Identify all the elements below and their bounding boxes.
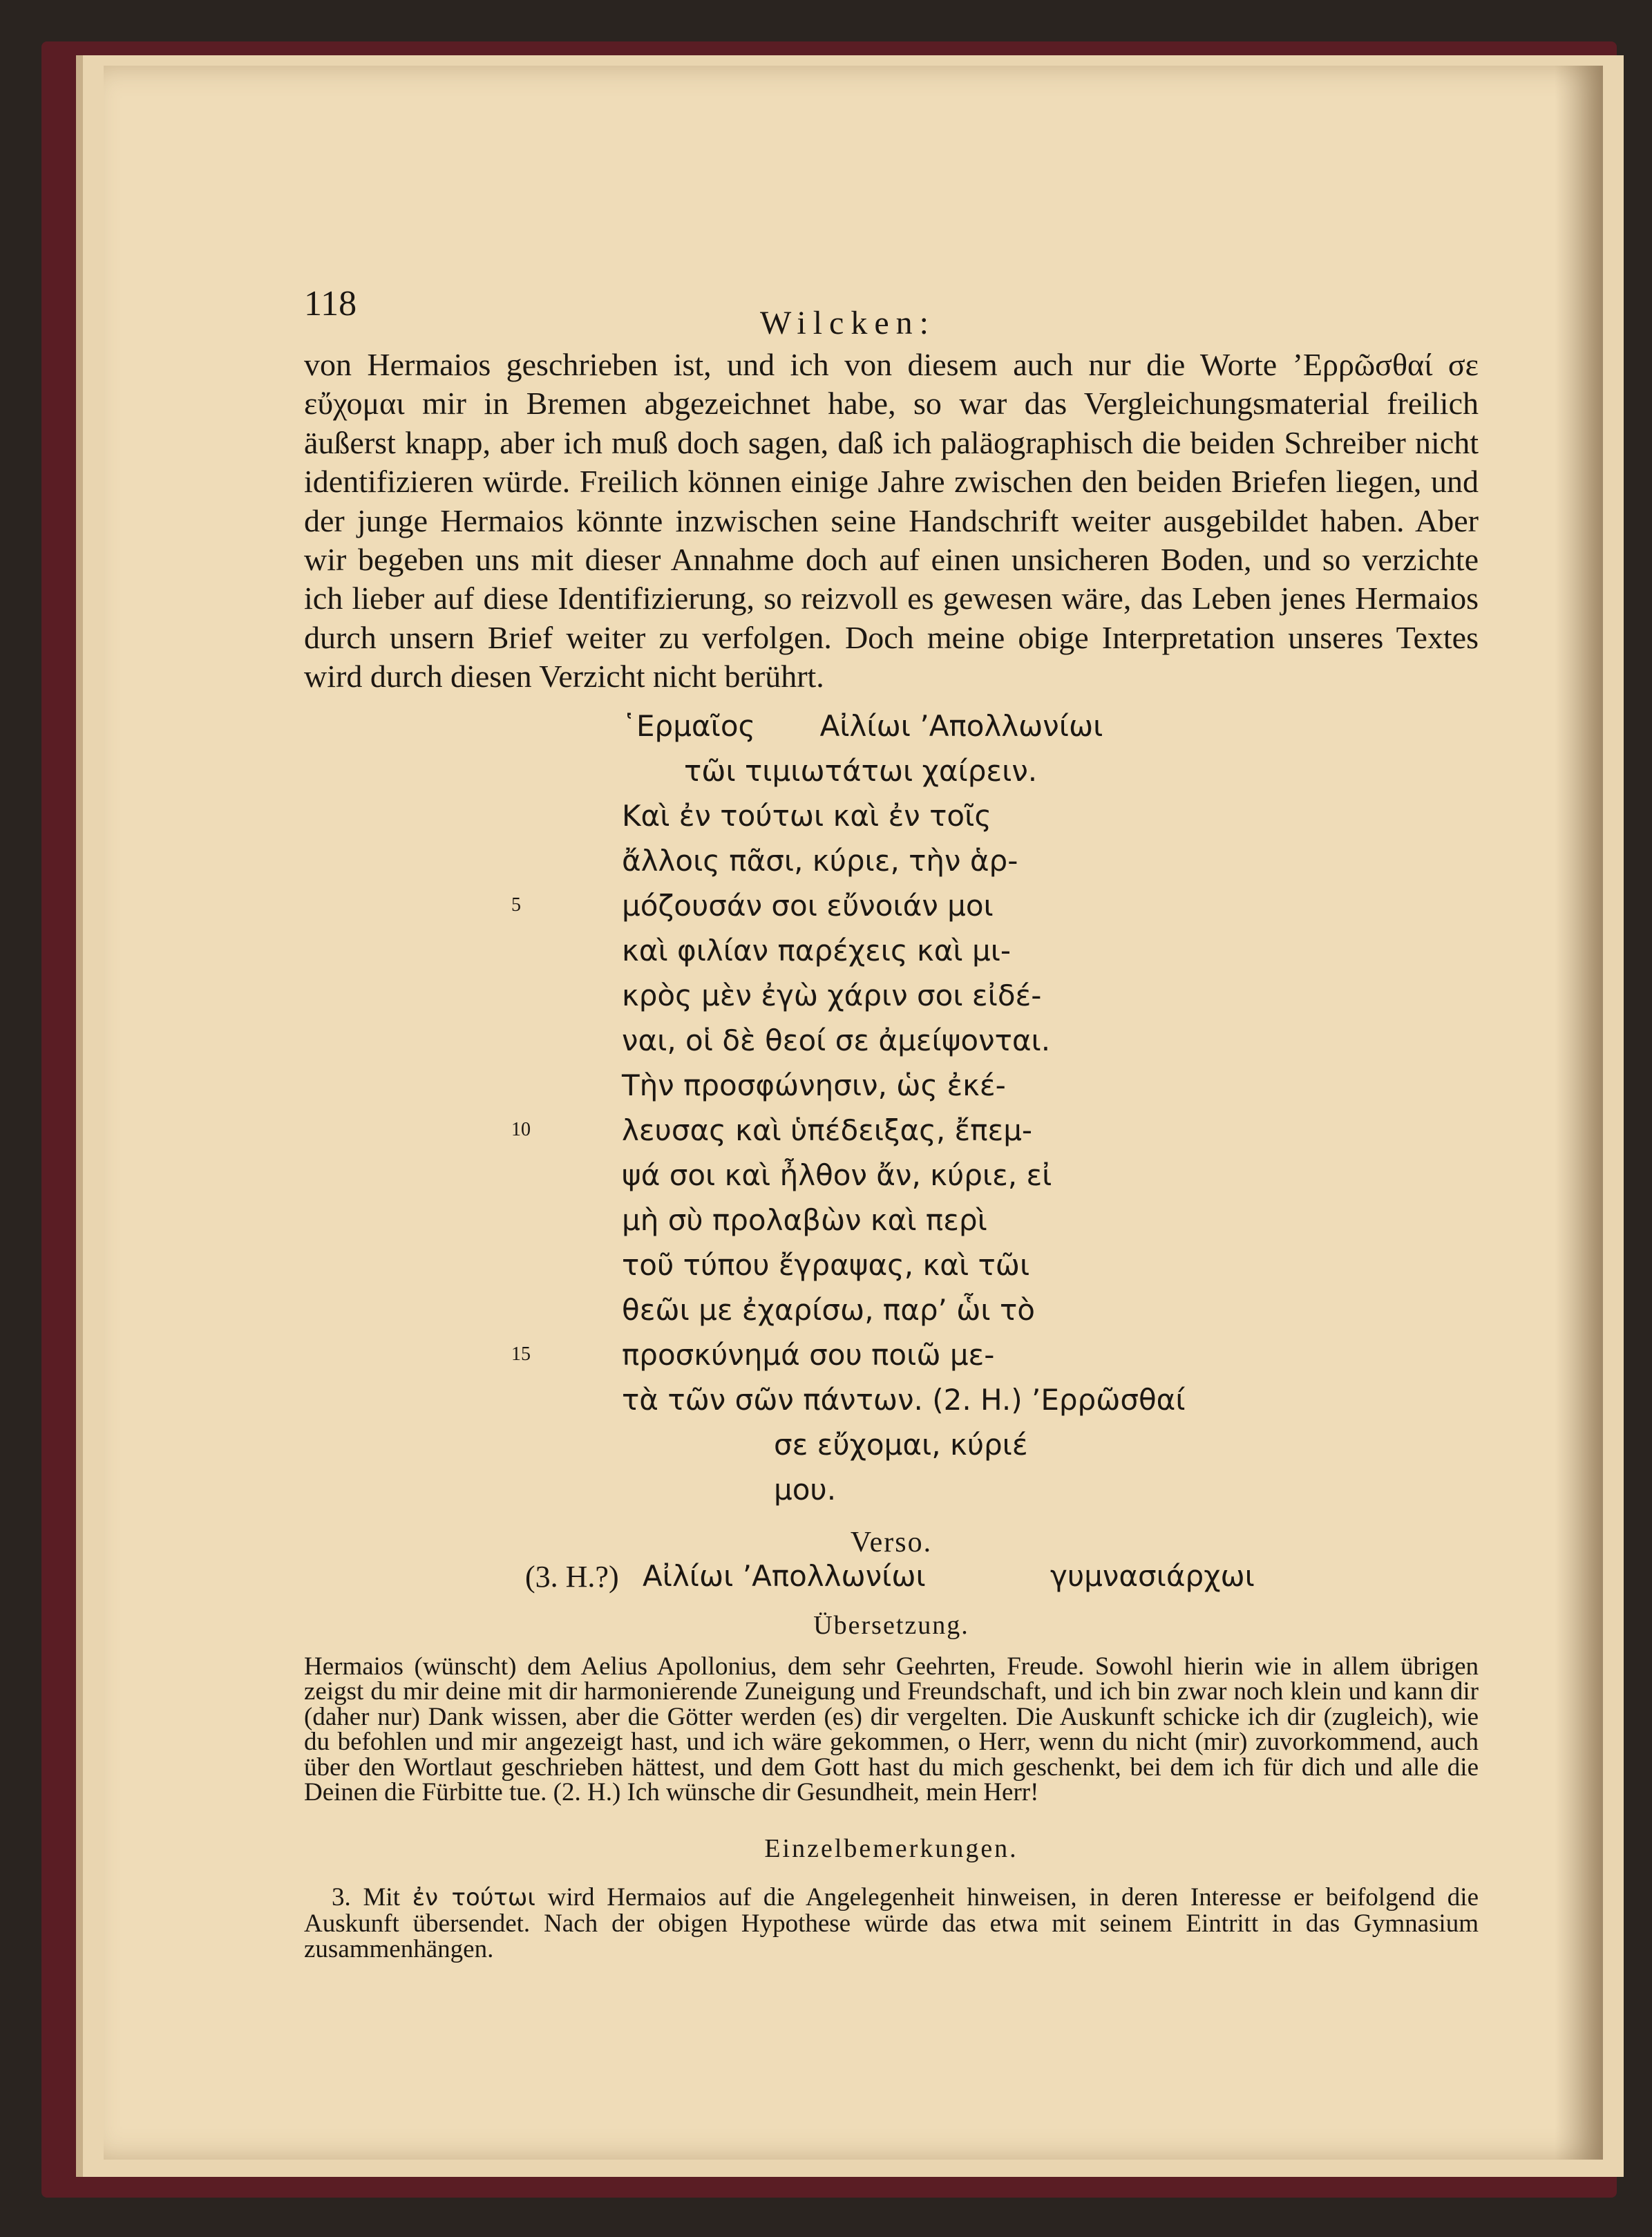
- notes-lead: 3. Mit: [332, 1882, 412, 1912]
- greek-line: [304, 1113, 1479, 1158]
- greek-line-text: μόζουσάν σοι εὔνοιάν μοι: [622, 888, 994, 923]
- notes-greek: ἐν τούτωι: [412, 1883, 535, 1912]
- greek-line: [304, 1248, 1479, 1293]
- page-content: [304, 283, 1479, 1962]
- greek-line: [304, 709, 1479, 754]
- greek-line: [304, 799, 1479, 844]
- greek-line: [304, 889, 1479, 934]
- greek-line-text: τῶι τιμιωτάτωι χαίρειν.: [684, 753, 1038, 788]
- page-header: [304, 283, 1479, 339]
- translation-heading: Übersetzung.: [813, 1610, 969, 1640]
- verso-heading: Verso.: [850, 1526, 933, 1558]
- greek-line: [304, 754, 1479, 799]
- greek-line: [304, 1473, 1479, 1518]
- greek-line-text: ναι, οἱ δὲ θεοί σε ἀμείψονται.: [622, 1023, 1051, 1057]
- greek-line: [304, 1428, 1479, 1473]
- greek-line-text: τοῦ τύπου ἔγραψας, καὶ τῶι: [622, 1247, 1030, 1282]
- greek-line: [304, 844, 1479, 889]
- running-head: Wilcken:: [760, 305, 936, 341]
- verso-address-line: [304, 1559, 1479, 1607]
- greek-line-text: σε εὔχομαι, κύριέ: [774, 1427, 1028, 1462]
- greek-line-text: τὰ τῶν σῶν πάντων. (2. H.) ’Ερρῶσθαί: [622, 1382, 1186, 1417]
- greek-line-text: μου.: [774, 1472, 837, 1507]
- verso-hand: (3. H.?): [525, 1559, 619, 1594]
- notes-body: wird Hermaios auf die Angelegenheit hinweisen, in deren Interesse er beifolgend die Auskunft übersendet. Nach der obigen Hypothese würde das etwa mit seinem Eintritt in das Gymnasium zusammenhängen.: [304, 1882, 1479, 1963]
- greek-line: [304, 1068, 1479, 1113]
- greek-line: [304, 1203, 1479, 1248]
- greek-line-text: καὶ φιλίαν παρέχεις καὶ μι-: [622, 933, 1012, 968]
- notes-heading: Einzelbemerkungen.: [764, 1833, 1018, 1863]
- page-gutter-shadow: [1555, 66, 1603, 2160]
- greek-line-text: λευσας καὶ ὑπέδειξας, ἔπεμ-: [622, 1113, 1033, 1147]
- greek-line-text: μὴ σὺ προλαβὼν καὶ περὶ: [622, 1202, 987, 1237]
- verso-title: γυμνασιάρχωι: [1050, 1558, 1255, 1593]
- greek-line-text: θεῶι με ἐχαρίσω, παρ’ ὧι τὸ: [622, 1292, 1035, 1327]
- greek-line-text: κρὸς μὲν ἐγὼ χάριν σοι εἰδέ-: [622, 978, 1042, 1012]
- greek-line: [304, 1023, 1479, 1068]
- greek-line-text: Καὶ ἐν τούτωι καὶ ἐν τοῖς: [622, 798, 991, 833]
- greek-line: [304, 1383, 1479, 1428]
- greek-line-text: ψά σοι καὶ ἦλθον ἄν, κύριε, εἰ: [622, 1158, 1052, 1192]
- greek-line-text: ἄλλοις πᾶσι, κύριε, τὴν ἁρ-: [622, 843, 1018, 878]
- line-number: 15: [511, 1343, 531, 1365]
- line-number: 10: [511, 1118, 531, 1140]
- notes-text: [304, 1882, 1479, 1963]
- greek-papyrus-text: [304, 709, 1479, 1518]
- greek-line: [304, 1158, 1479, 1203]
- greek-line-text: Τὴν προσφώνησιν, ὡς ἐκέ-: [622, 1068, 1006, 1102]
- translation-text: Hermaios (wünscht) dem Aelius Apollonius, dem sehr Geehrten, Freude. Sowohl hierin wie in allem übrigen zeigst du mir deine mit dir harmonierende Zuneigung und Freundschaft, und ich bin zwar noch klein und kann dir (daher nur) Dank wissen, aber die Götter werden (es) dir vergelten. Die Auskunft schicke ich dir (zugleich), wie du befohlen und mir angezeigt hast, und ich wäre gekommen, o Herr, wenn du nicht (mir) zuvorkommend, auch über den Wortlaut geschrieben hättest, und dem Gott hast du mich geschenkt, bei dem ich für dich und alle die Deinen die Fürbitte tue. (2. H.) Ich wünsche dir Gesundheit, mein Herr!: [304, 1652, 1479, 1807]
- greek-line-text: ῾Ερμαῖος Αἰλίωι ’Απολλωνίωι: [622, 708, 1103, 743]
- page-number: 118: [304, 284, 357, 323]
- greek-line: [304, 1293, 1479, 1338]
- greek-line-text: προσκύνημά σου ποιῶ με-: [622, 1337, 995, 1372]
- greek-line: [304, 934, 1479, 979]
- verso-addressee: Αἰλίωι ’Απολλωνίωι: [643, 1558, 926, 1593]
- line-number: 5: [511, 894, 521, 916]
- greek-line: [304, 979, 1479, 1023]
- body-paragraph: von Hermaios geschrieben ist, und ich von diesem auch nur die Worte ’Ερρῶσθαί σε εὔχομαι mir in Bremen abgezeichnet habe, so war das Vergleichungsmaterial freilich äußerst knapp, aber ich muß doch sagen, daß ich paläographisch die beiden Schreiber nicht identifizieren würde. Freilich können einige Jahre zwischen den beiden Briefen liegen, und der junge Hermaios könnte inzwischen seine Handschrift weiter ausgebildet haben. Aber wir begeben uns mit dieser Annahme doch auf einen unsicheren Boden, und so verzichte ich lieber auf diese Identifizierung, so reizvoll es gewesen wäre, das Leben jenes Hermaios durch unsern Brief weiter zu verfolgen. Doch meine obige Interpretation unseres Textes wird durch diesen Verzicht nicht berührt.: [304, 347, 1479, 695]
- greek-line: [304, 1338, 1479, 1383]
